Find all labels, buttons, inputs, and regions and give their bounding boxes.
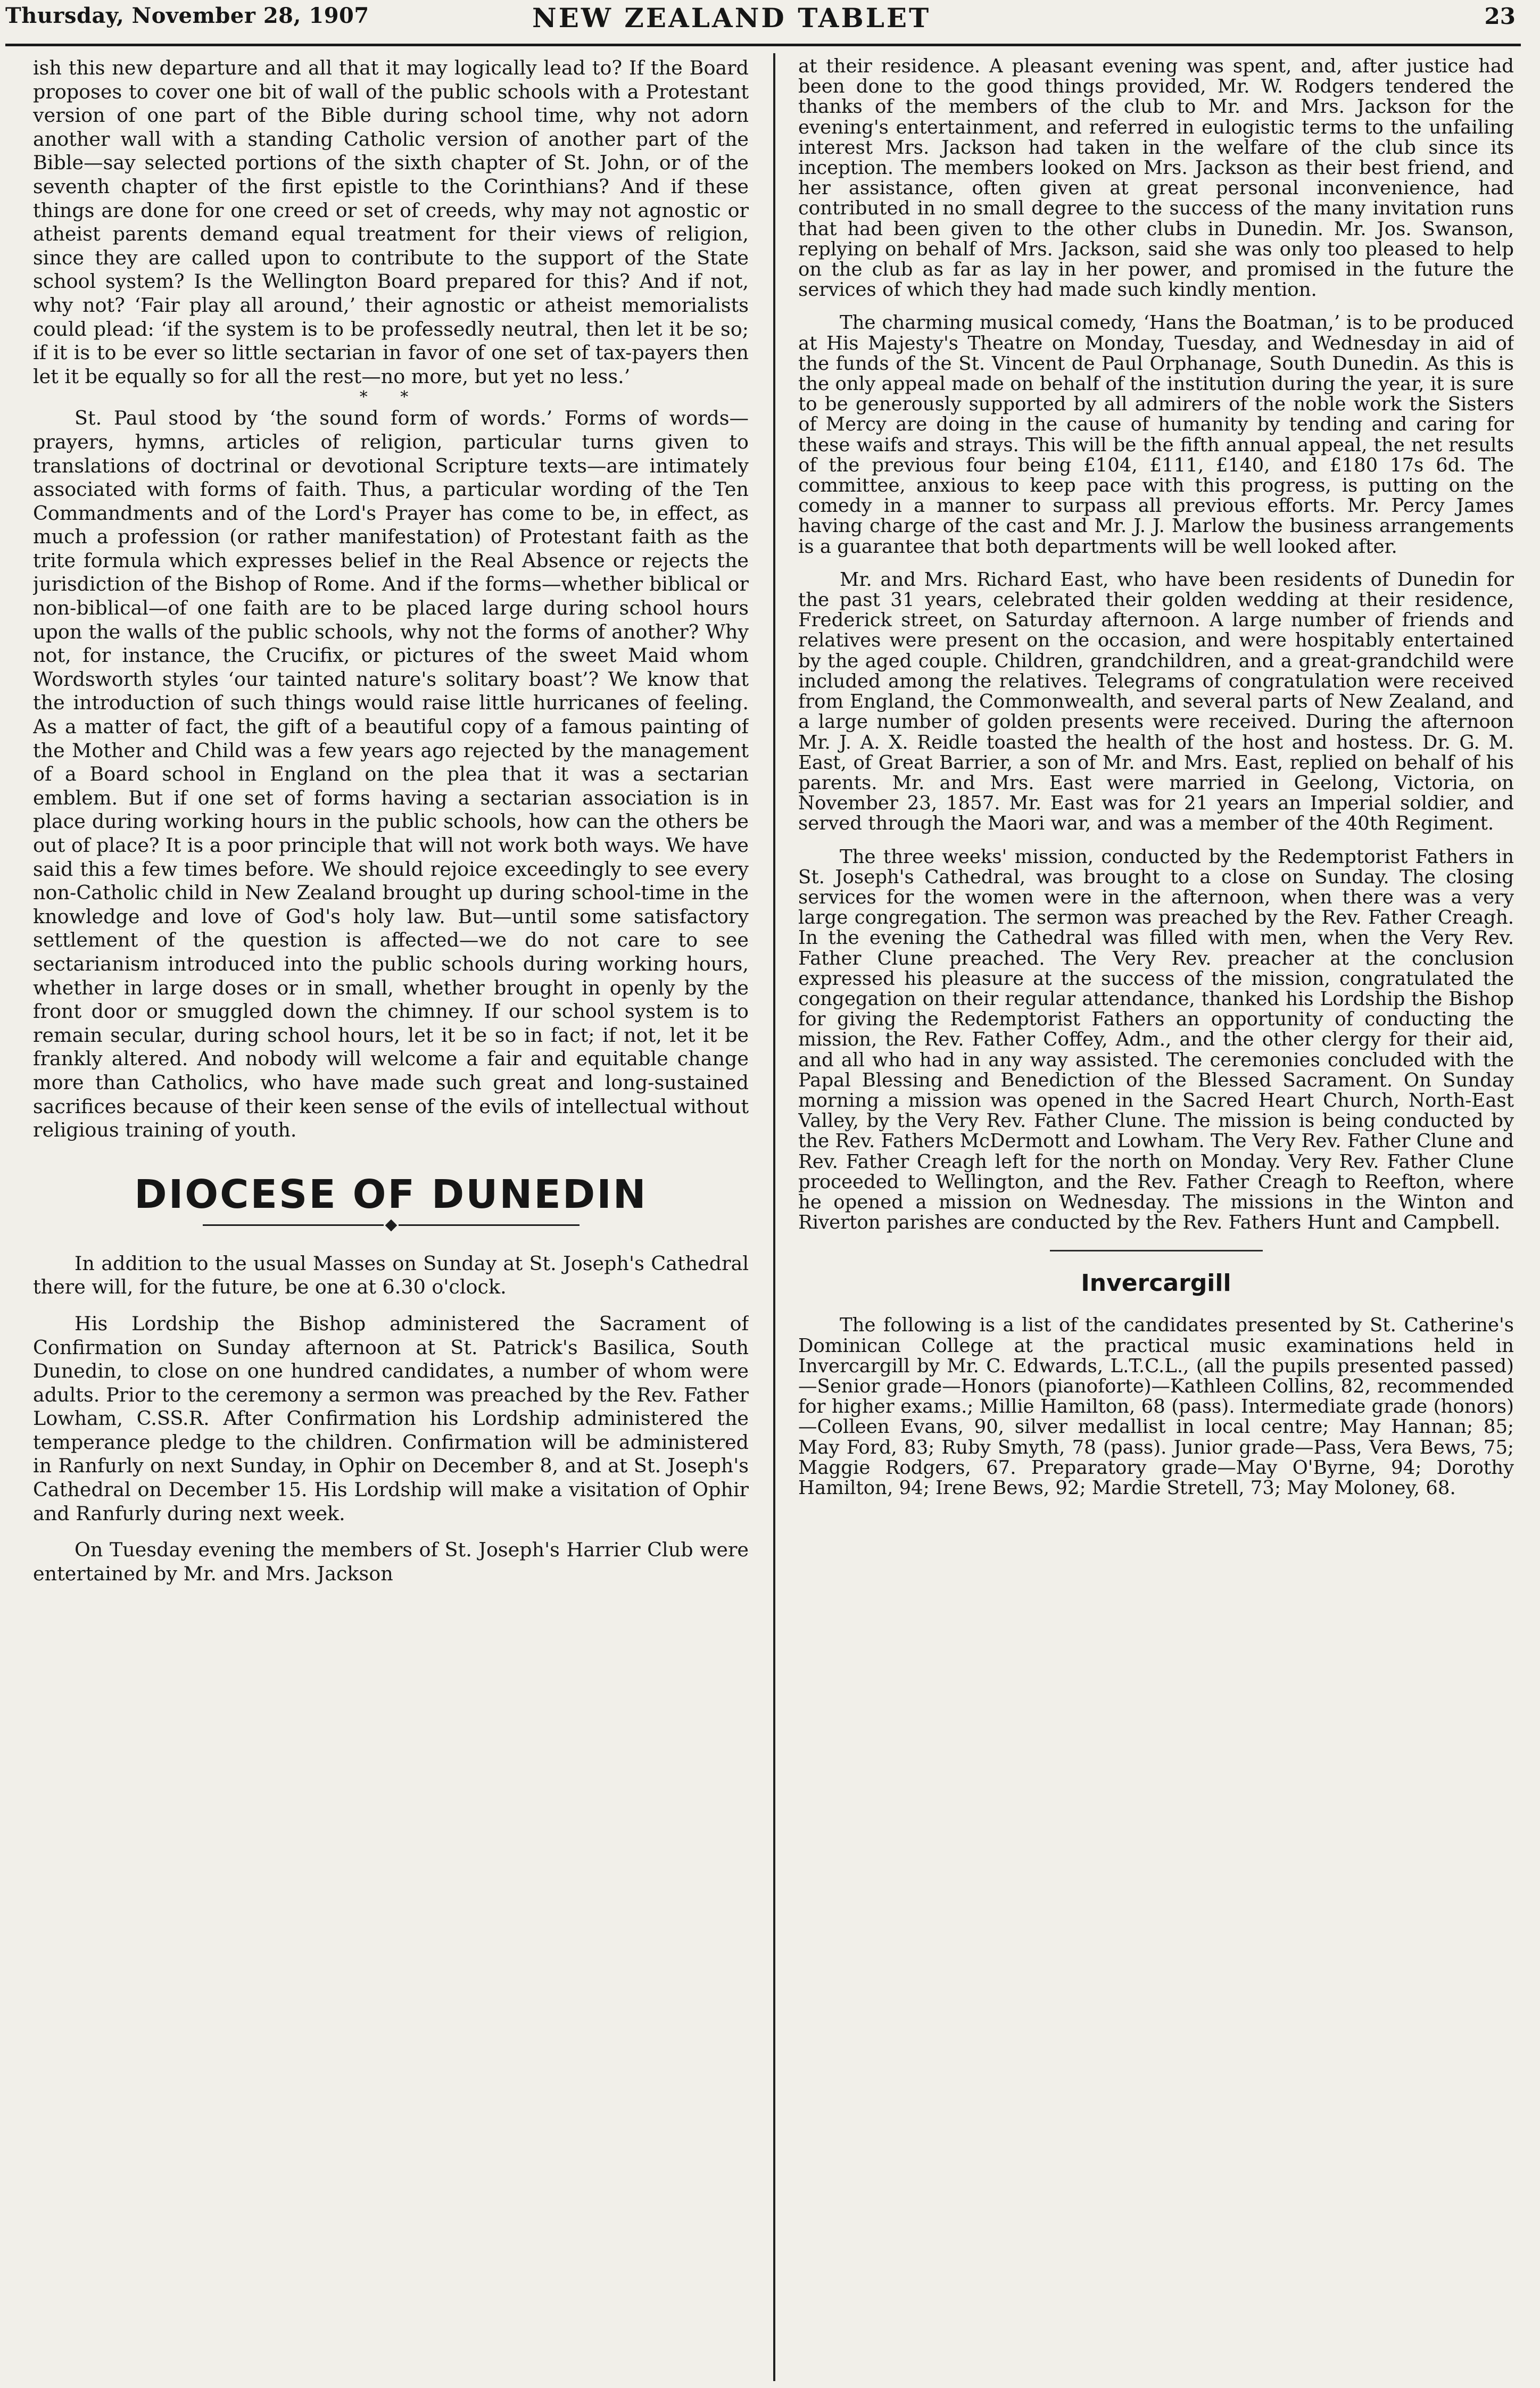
news-paragraph: Mr. and Mrs. Richard East, who have been residents of Dunedin for the past 31 years, celebrated their golden wedding at their residence, Frederick street, on Saturday afternoon. A large number of friends and relatives were present on the occasion, and were hospitably entertained by the aged couple. Children, grandchildren, and a great-grandchild were included among the relatives. Telegrams of congratulation were received from England, the Commonwealth, and several parts of New Zealand, and a large number of golden presents were received. During the afternoon Mr. J. A. X. Reidle toasted the health of the host and hostess. Dr. G. M. East, of Great Barrier, a son of Mr. and Mrs. East, replied on behalf of his parents. Mr. and Mrs. East were married in Geelong, Victoria, on November 23, 1857. Mr. East was for 21 years an Imperial soldier, and served through the Maori war, and was a member of the 40th Regiment. xyxy=(798,568,1514,835)
section-separator: * * xyxy=(359,388,423,407)
news-paragraph: On Tuesday evening the members of St. Joseph's Harrier Club were entertained by Mr. and Mrs. Jackson xyxy=(33,1538,749,1585)
news-paragraph: The three weeks' mission, conducted by the Redemptorist Fathers in St. Joseph's Cathedral, was brought to a close on Sunday. The closing services for the women were in the afternoon, when there was a very large congregation. The sermon was preached by the Rev. Father Creagh. In the evening the Cathedral was filled with men, when the Very Rev. Father Clune preached. The Very Rev. preacher at the conclusion expressed his pleasure at the success of the mission, congratulated the congegation on their regular attendance, thanked his Lordship the Bishop for giving the Redemptorist Fathers an opportunity of conducting the mission, the Rev. Father Coffey, Adm., and the other clergy for their aid, and all who had in any way assisted. The ceremonies concluded with the Papal Blessing and Benediction of the Blessed Sacrament. On Sunday morning a mission was opened in the Sacred Heart Church, North-East Valley, by the Very Rev. Father Clune. The mission is being conducted by the Rev. Fathers McDermott and Lowham. The Very Rev. Father Clune and Rev. Father Creagh left for the north on Monday. Very Rev. Father Clune proceeded to Wellington, and the Rev. Father Creagh to Reefton, where he opened a mission on Wednesday. The missions in the Winton and Riverton parishes are conducted by the Rev. Fathers Hunt and Campbell. xyxy=(798,845,1514,1234)
newspaper-title: NEW ZEALAND TABLET xyxy=(532,2,931,34)
section-heading-diocese-of-dunedin: DIOCESE OF DUNEDIN xyxy=(134,1171,648,1217)
article-paragraph: St. Paul stood by ‘the sound form of words.’ Forms of words—prayers, hymns, articles of religion, particular turns given to translations of doctrinal or devotional Scripture texts—are intimately associated with forms of faith. Thus, a particular wording of the Ten Commandments and of the Lord's Prayer has come to be, in effect, as much a profession (or rather manifestation) of Protestant faith as the trite formula which expresses belief in the Real Absence or rejects the jurisdiction of the Bishop of Rome. And if the forms—whether biblical or non-biblical—of one faith are to be placed large during school hours upon the walls of the public schools, why not the forms of another? Why not, for instance, the Crucifix, or pictures of the sweet Maid whom Wordsworth styles ‘our tainted nature's solitary boast’? We know that the introduction of such things would raise little hurricanes of feeling. As a matter of fact, the gift of a beautiful copy of a famous painting of the Mother and Child was a few years ago rejected by the management of a Board school in England on the plea that it was a sectarian emblem. But if one set of forms having a sectarian association is in place during working hours in the public schools, how can the others be out of place? It is a poor principle that will not work both ways. We have said this a few times before. We should rejoice exceedingly to see every non-Catholic child in New Zealand brought up during school-time in the knowledge and love of God's holy law. But—until some satisfactory settlement of the question is affected—we do not care to see sectarianism introduced into the public schools during working hours, whether in large doses or in small, whether brought in openly by the front door or smuggled down the chimney. If our school system is to remain secular, during school hours, let it be so in fact; if not, let it be frankly altered. And nobody will welcome a fair and equitable change more than Catholics, who have made such great and long-sustained sacrifices because of their keen sense of the evils of intellectual without religious training of youth. xyxy=(33,407,749,1142)
article-paragraph: ish this new departure and all that it may logically lead to? If the Board proposes to cover one bit of wall of the public schools with a Protestant version of one part of the Bible during school time, why not adorn another wall with a standing Catholic version of another part of the Bible—say selected portions of the sixth chapter of St. John, or of the seventh chapter of the first epistle to the Corinthians? And if these things are done for one creed or set of creeds, why may not agnostic or atheist parents demand equal treatment for their views of religion, since they are called upon to contribute to the support of the State school system? Is the Wellington Board prepared for this? And if not, why not? ‘Fair play all around,’ their agnostic or atheist memorialists could plead: ‘if the system is to be professedly neutral, then let it be so; if it is to be ever so little sectarian in favor of one set of tax-payers then let it be equally so for all the rest—no more, but yet no less.’ xyxy=(33,56,749,388)
news-paragraph: The charming musical comedy, ‘Hans the Boatman,’ is to be produced at His Majesty's Theatre on Monday, Tuesday, and Wednesday in aid of the funds of the St. Vincent de Paul Orphanage, South Dunedin. As this is the only appeal made on behalf of the institution during the year, it is sure to be generously supported by all admirers of the noble work the Sisters of Mercy are doing in the cause of humanity by tending and caring for these waifs and strays. This will be the fifth annual appeal, the net results of the previous four being £104, £111, £140, and £180 17s 6d. The committee, anxious to keep pace with this progress, is putting on the comedy in a manner to surpass all previous efforts. Mr. Percy James having charge of the cast and Mr. J. J. Marlow the business arrangements is a guarantee that both departments will be well looked after. xyxy=(798,312,1514,558)
news-paragraph: In addition to the usual Masses on Sunday at St. Joseph's Cathedral there will, for the future, be one at 6.30 o'clock. xyxy=(33,1251,749,1299)
diamond-icon xyxy=(385,1219,397,1231)
right-column xyxy=(798,56,1514,2376)
heading-ornament xyxy=(33,1220,749,1231)
masthead-rule xyxy=(5,44,1521,46)
left-column xyxy=(33,56,749,2376)
masthead xyxy=(0,0,1540,49)
section-heading-invercargill: Invercargill xyxy=(1081,1270,1231,1297)
news-paragraph: at their residence. A pleasant evening was spent, and, after justice had been done to the good things provided, Mr. W. Rodgers tendered the thanks of the members of the club to Mr. and Mrs. Jackson for the evening's entertainment, and referred in eulogistic terms to the unfailing interest Mrs. Jackson had taken in the welfare of the club since its inception. The members looked on Mrs. Jackson as their best friend, and her assistance, often given at great personal inconvenience, had contributed in no small degree to the success of the many invitation runs that had been given to the other clubs in Dunedin. Mr. Jos. Swanson, replying on behalf of Mrs. Jackson, said she was only too pleased to help on the club as far as lay in her power, and promised in the future the services of which they had made such kindly mention. xyxy=(798,56,1514,301)
news-paragraph: His Lordship the Bishop administered the Sacrament of Confirmation on Sunday afternoon at St. Patrick's Basilica, South Dunedin, to close on one hundred candidates, a number of whom were adults. Prior to the ceremony a sermon was preached by the Rev. Father Lowham, C.SS.R. After Confirmation his Lordship administered the temperance pledge to the children. Confirmation will be administered in Ranfurly on next Sunday, in Ophir on December 8, and at St. Joseph's Cathedral on December 15. His Lordship will make a visitation of Ophir and Ranfurly during next week. xyxy=(33,1312,749,1525)
news-paragraph: The following is a list of the candidates presented by St. Catherine's Dominican College at the practical music examinations held in Invercargill by Mr. C. Edwards, L.T.C.L., (all the pupils presented passed)—Senior grade—Honors (pianoforte)—Kathleen Collins, 82, recommended for higher exams.; Millie Hamilton, 68 (pass). Intermediate grade (honors)—Colleen Evans, 90, silver medallist in local centre; May Hannan; 85; May Ford, 83; Ruby Smyth, 78 (pass). Junior grade—Pass, Vera Bews, 75; Maggie Rodgers, 67. Preparatory grade—May O'Byrne, 94; Dorothy Hamilton, 94; Irene Bews, 92; Mardie Stretell, 73; May Moloney, 68. xyxy=(798,1314,1514,1499)
page-number: 23 xyxy=(1484,3,1516,29)
column-divider xyxy=(773,53,775,2381)
ornament-line xyxy=(399,1224,579,1226)
ornament-line xyxy=(203,1224,384,1226)
section-rule xyxy=(1050,1250,1263,1251)
issue-date: Thursday, November 28, 1907 xyxy=(5,3,369,28)
